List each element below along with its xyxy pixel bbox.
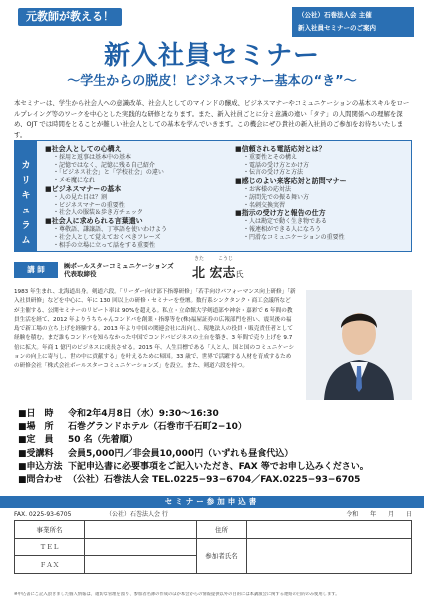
detail-value: 会員5,000円／非会員10,000円（いずれも昼食代込）	[68, 448, 294, 459]
form-band: セミナー参加申込書	[0, 496, 424, 508]
form-label-fax: ＦＡＸ	[15, 556, 85, 574]
speaker-company-name: ㈱ボールスターコミュニケーションズ	[64, 262, 174, 270]
detail-row	[18, 461, 418, 474]
detail-row	[18, 434, 418, 447]
curriculum-right-column	[235, 145, 407, 242]
header	[0, 0, 424, 96]
speaker-photo	[306, 290, 412, 400]
curriculum-item: ・「ビジネス社会」と「学校社会」の違い	[53, 169, 164, 177]
curriculum-section-head: ■社会人としての心構え	[45, 145, 122, 153]
organizer-line2: 新入社員セミナーのご案内	[298, 24, 376, 32]
event-details	[18, 408, 418, 487]
curriculum-item: ・円滑なコミュニケーションの重要性	[243, 233, 345, 241]
curriculum-section-head: ■社会人に求められる言葉遣い	[45, 217, 143, 226]
detail-value: 石巻グランドホテル（石巻市千石町2−10）	[68, 422, 247, 433]
speaker-photo-illustration	[306, 290, 412, 400]
form-field-address[interactable]	[247, 521, 412, 539]
curriculum-item: ・重要性とその構え	[243, 153, 298, 161]
curriculum-item: ・相手の立場に立って話をする重要性	[53, 241, 156, 249]
form-addressee: （公社）石巻法人会 行	[106, 511, 168, 518]
form-meta	[14, 510, 412, 519]
curriculum-item: ・社会人として覚えておくべきフレーズ	[53, 233, 161, 241]
curriculum-item: ・ビジネスマナーの重要性	[53, 201, 125, 209]
organizer-box	[292, 7, 414, 37]
speaker-name-text: 北 宏志	[192, 266, 236, 281]
curriculum-item: ・報連相ができる人になろう	[243, 225, 322, 233]
form-field-participants[interactable]	[247, 538, 412, 573]
curriculum-section-head: ■指示の受け方と報告の仕方	[235, 209, 326, 218]
curriculum-item: ・人の見た目は？割	[53, 193, 108, 201]
form-label-tel: ＴＥＬ	[15, 538, 85, 556]
speaker-header	[14, 256, 412, 281]
curriculum-side-label: カ リ キ ュ ラ ム	[15, 141, 37, 251]
page-title: 新入社員セミナー	[103, 41, 320, 71]
detail-label: ■場 所	[18, 422, 54, 433]
speaker-tag: 講 師	[14, 262, 58, 278]
curriculum-item: ・お客様の応対法	[243, 185, 292, 193]
detail-label: ■日 時	[18, 409, 54, 419]
detail-label: ■定 員	[18, 435, 54, 446]
detail-label: ■問合わせ	[18, 475, 63, 486]
speaker-company	[64, 262, 174, 278]
speaker-ruby-family: きた	[194, 256, 205, 262]
curriculum-section-head: ■感じのよい来客応対と訪問マナー	[235, 177, 347, 186]
detail-label: ■受講料	[18, 448, 54, 459]
tagline: 元教師が教える！	[18, 8, 122, 26]
form-label-participants: 参加者氏名	[197, 538, 247, 573]
detail-value: 令和2年4月8日（水）9:30〜16:30	[68, 409, 219, 419]
detail-value: 下記申込書に必要事項をご記入いただき、FAX 等でお申し込みください。	[68, 461, 369, 472]
form-field-fax[interactable]	[85, 556, 197, 574]
curriculum-left-column	[45, 145, 233, 249]
privacy-note: ※申込書にご記入頂きました個人情報は、適切な管理を図り、参加者名簿の作成のほか本会からの情報提供以外の目的には本講演会に関する連絡の目的のみ使用します。	[14, 592, 340, 597]
speaker-role: 代表取締役	[64, 270, 97, 278]
curriculum-item: ・記憶ではなく、記憶に残る自己紹介	[53, 161, 155, 169]
speaker-name	[192, 256, 244, 281]
curriculum-item: ・社会人の服装＆歩き方チェック	[53, 209, 143, 217]
speaker-ruby-given: こうじ	[218, 256, 234, 262]
detail-value: 50 名（先着順）	[68, 435, 138, 446]
curriculum-section-head: ■ビジネスマナーの基本	[45, 184, 122, 193]
detail-label: ■申込方法	[18, 461, 63, 472]
form-fax-number: FAX. 0225-93-6705	[14, 511, 72, 518]
detail-row	[18, 474, 418, 487]
intro-text: 本セミナーは、学生から社会人への意識改革、社会人としてのマインドの醸成、ビジネスマナーやコミュニケーションの基本スキルをロールプレイング等のワークを中心とした実践的な研修となります。また、新入社員ごとに分ミ意識の違い「タテ」の人間関係への理解を深め、OJT では時間をとることが難しい社会人としての基本を学んでいきます。この機会にぜひ貴社の新入社員のご参加をお待ちいたします。	[14, 99, 410, 139]
form-field-office[interactable]	[85, 521, 197, 539]
speaker-bio: 1983 年生まれ、北海道出身。剣道六段。「リーダー向け部下指導研修」「若手向けパフォーマンス向上研修」「新入社員研修」などを中心に、年に 130 回以上の研修・セミナーを登壇。数行系シンクタンク・商工会議所などが主催する、公開セミナーのリピート率は 90%を超える。私立・立命館大学剣道部や神奈・嘉彩で 6 年間の教員生活を経て、2012 年よりうちちゃんコンドバを創業・指導等を(株)福屋証券の広報部門を担い、震災後の福島で新工場の立ち上げを経験する。2013 年より中国の関連会社に出向し、現地法人の役員・販売責任者として経験を積む。まだ誰もコンドバを知らなかった中国でコンドバビジネスの土台を築き、3 年間で売り上げを 9.7 倍に拡大。年商 1 億円のビジネスに成長させる。2015 年、人生目標である「人と人、国と国のコミュニケーションの向上に寄与し、世の中に貢献する」を叶えるために帰国。33 歳で、世界で活躍する人材を育成するための研修会社「株式会社ボールスターコミュニケーションズ」を設立。また、剣道六段を持つ。	[14, 289, 296, 370]
curriculum-item: ・採用と返事は基本中の基本	[53, 153, 132, 161]
curriculum-item: ・尊敬語、謙譲語、丁寧語を使いわけよう	[53, 225, 168, 233]
page-subtitle: 〜学生からの脱皮！ビジネスマナー基本の“き”〜	[67, 74, 357, 89]
detail-value: （公社）石巻法人会 TEL.0225−93−6704／FAX.0225−93−6705	[68, 475, 361, 486]
application-form	[14, 520, 412, 574]
speaker-honorific: 氏	[235, 270, 244, 279]
curriculum-item: ・訪問先での振る舞い方	[243, 193, 310, 201]
curriculum-item: ・伝言の受け方と方法	[243, 169, 304, 177]
curriculum-section-head: ■信頼される電話応対とは？	[235, 145, 326, 153]
organizer-line1: （公社）石巻法人会 主催	[298, 11, 372, 19]
detail-row	[18, 448, 418, 461]
form-label-address: 住所	[197, 521, 247, 539]
curriculum-item: ・人は勘定で動く生き物である	[243, 218, 328, 226]
detail-row	[18, 421, 418, 434]
form-date: 令和 年 月 日	[346, 511, 412, 518]
detail-row	[18, 408, 418, 421]
form-label-office: 事業所名	[15, 521, 85, 539]
curriculum-box	[14, 140, 412, 252]
curriculum-item: ・名刺交換実習	[243, 201, 286, 209]
curriculum-item: ・電話の受け方とかけ方	[243, 161, 310, 169]
form-field-tel[interactable]	[85, 538, 197, 556]
curriculum-item: ・メモ魔になれ	[53, 177, 96, 185]
